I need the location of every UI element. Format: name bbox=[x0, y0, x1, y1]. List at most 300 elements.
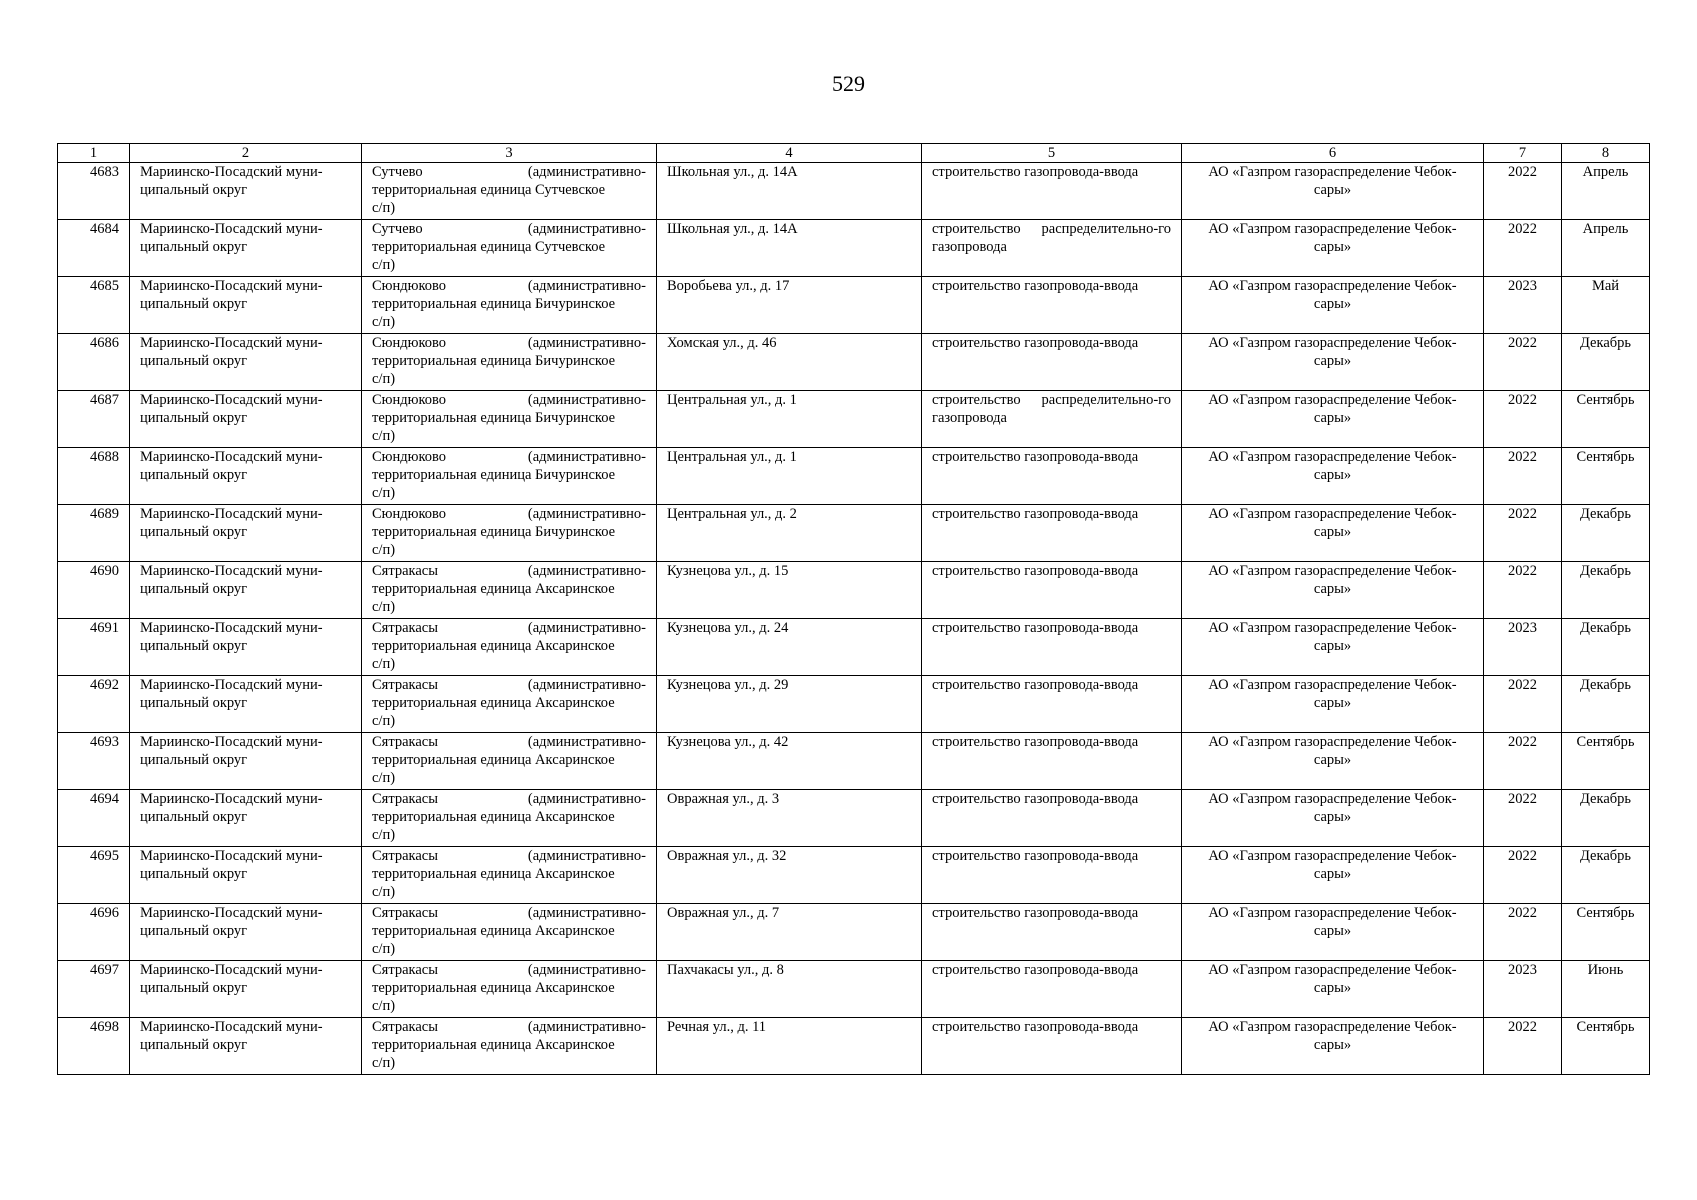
organization-line: АО «Газпром газораспределение Чебок- bbox=[1208, 563, 1457, 579]
year-cell bbox=[1484, 562, 1562, 619]
table-row bbox=[58, 448, 1650, 505]
settlement-line: с/п) bbox=[372, 314, 396, 330]
settlement-line: с/п) bbox=[372, 1055, 396, 1071]
organization-line: сары» bbox=[1313, 581, 1352, 597]
district-line bbox=[140, 619, 351, 637]
month: Декабрь bbox=[1579, 791, 1631, 807]
settlement-name: Сюндюково bbox=[372, 335, 447, 351]
organization-cell bbox=[1182, 847, 1484, 904]
settlement-line bbox=[372, 904, 646, 922]
address-cell bbox=[657, 391, 922, 448]
row-number-cell bbox=[58, 562, 130, 619]
organization-line: сары» bbox=[1313, 1037, 1352, 1053]
organization-cell bbox=[1182, 961, 1484, 1018]
settlement-name: Сятракасы bbox=[372, 563, 438, 579]
district-text: Мариинско-Посадский муни- bbox=[140, 734, 323, 750]
settlement-type: (административно- bbox=[527, 278, 646, 294]
settlement-line bbox=[372, 790, 646, 808]
district-line: ципальный округ bbox=[140, 467, 248, 483]
settlement-line: с/п) bbox=[372, 257, 396, 273]
settlement-line: территориальная единица Аксаринское bbox=[372, 980, 615, 996]
settlement-name: Сятракасы bbox=[372, 962, 438, 978]
address: Центральная ул., д. 1 bbox=[667, 392, 797, 408]
settlement-type: (административно- bbox=[527, 449, 646, 465]
year-cell bbox=[1484, 847, 1562, 904]
organization-line: сары» bbox=[1313, 809, 1352, 825]
address: Центральная ул., д. 2 bbox=[667, 506, 797, 522]
organization-line: сары» bbox=[1313, 467, 1352, 483]
settlement-name: Сюндюково bbox=[372, 449, 447, 465]
settlement-cell bbox=[362, 334, 657, 391]
row-number-cell bbox=[58, 961, 130, 1018]
settlement-line: с/п) bbox=[372, 713, 396, 729]
organization-line: АО «Газпром газораспределение Чебок- bbox=[1208, 506, 1457, 522]
organization-line: АО «Газпром газораспределение Чебок- bbox=[1208, 677, 1457, 693]
year: 2023 bbox=[1508, 278, 1537, 294]
organization-line: сары» bbox=[1313, 353, 1352, 369]
address: Школьная ул., д. 14А bbox=[667, 221, 798, 237]
district-line: ципальный округ bbox=[140, 296, 248, 312]
settlement-cell bbox=[362, 904, 657, 961]
year-cell bbox=[1484, 619, 1562, 676]
settlement-line bbox=[372, 847, 646, 865]
settlement-line: с/п) bbox=[372, 371, 396, 387]
month-cell bbox=[1562, 676, 1650, 733]
address: Хомская ул., д. 46 bbox=[667, 335, 777, 351]
table-row bbox=[58, 562, 1650, 619]
organization-cell bbox=[1182, 220, 1484, 277]
district-cell bbox=[130, 676, 362, 733]
settlement-line bbox=[372, 505, 646, 523]
district-line: ципальный округ bbox=[140, 866, 248, 882]
work-type: строительство газопровода-ввода bbox=[932, 335, 1139, 351]
work-type-cell bbox=[922, 790, 1182, 847]
gas-works-table bbox=[57, 143, 1650, 1075]
work-type: строительство газопровода-ввода bbox=[932, 278, 1139, 294]
settlement-type: (административно- bbox=[527, 221, 646, 237]
settlement-cell bbox=[362, 163, 657, 220]
district-line: ципальный округ bbox=[140, 581, 248, 597]
settlement-line: с/п) bbox=[372, 428, 396, 444]
month-cell bbox=[1562, 904, 1650, 961]
row-number: 4688 bbox=[90, 449, 119, 465]
year-cell bbox=[1484, 391, 1562, 448]
organization-cell bbox=[1182, 1018, 1484, 1075]
work-type-cell bbox=[922, 220, 1182, 277]
organization-line: АО «Газпром газораспределение Чебок- bbox=[1208, 620, 1457, 636]
organization-cell bbox=[1182, 619, 1484, 676]
district-cell bbox=[130, 619, 362, 676]
month-cell bbox=[1562, 220, 1650, 277]
settlement-line: с/п) bbox=[372, 200, 396, 216]
table-row bbox=[58, 391, 1650, 448]
settlement-cell bbox=[362, 391, 657, 448]
month-cell bbox=[1562, 1018, 1650, 1075]
column-header: 3 bbox=[362, 144, 657, 163]
district-text: Мариинско-Посадский муни- bbox=[140, 962, 323, 978]
column-header: 1 bbox=[58, 144, 130, 163]
district-text: Мариинско-Посадский муни- bbox=[140, 335, 323, 351]
page-number: 529 bbox=[832, 71, 865, 96]
year: 2022 bbox=[1508, 449, 1537, 465]
settlement-line bbox=[372, 334, 646, 352]
settlement-line bbox=[372, 448, 646, 466]
settlement-line: территориальная единица Аксаринское bbox=[372, 581, 615, 597]
row-number-cell bbox=[58, 163, 130, 220]
organization-line: сары» bbox=[1313, 866, 1352, 882]
district-line: ципальный округ bbox=[140, 980, 248, 996]
district-text: Мариинско-Посадский муни- bbox=[140, 905, 323, 921]
row-number: 4685 bbox=[90, 278, 119, 294]
district-line: ципальный округ bbox=[140, 923, 248, 939]
address-cell bbox=[657, 562, 922, 619]
organization-line: сары» bbox=[1313, 296, 1352, 312]
month-cell bbox=[1562, 163, 1650, 220]
district-line bbox=[140, 562, 351, 580]
row-number: 4683 bbox=[90, 164, 119, 180]
settlement-line: территориальная единица Сутчевское bbox=[372, 182, 606, 198]
settlement-line: территориальная единица Бичуринское bbox=[372, 524, 616, 540]
district-line bbox=[140, 220, 351, 238]
work-type-cell bbox=[922, 961, 1182, 1018]
work-type: строительство газопровода-ввода bbox=[932, 734, 1139, 750]
settlement-line: с/п) bbox=[372, 884, 396, 900]
year: 2022 bbox=[1508, 506, 1537, 522]
settlement-type: (административно- bbox=[527, 164, 646, 180]
settlement-type: (административно- bbox=[527, 620, 646, 636]
work-type-cell bbox=[922, 733, 1182, 790]
row-number-cell bbox=[58, 733, 130, 790]
district-line: ципальный округ bbox=[140, 809, 248, 825]
column-header: 2 bbox=[130, 144, 362, 163]
district-text: Мариинско-Посадский муни- bbox=[140, 278, 323, 294]
address: Речная ул., д. 11 bbox=[667, 1019, 767, 1035]
row-number-cell bbox=[58, 505, 130, 562]
district-line bbox=[140, 1018, 351, 1036]
organization-cell bbox=[1182, 676, 1484, 733]
address-cell bbox=[657, 1018, 922, 1075]
month: Декабрь bbox=[1579, 335, 1631, 351]
settlement-cell bbox=[362, 790, 657, 847]
month: Май bbox=[1591, 278, 1620, 294]
settlement-cell bbox=[362, 448, 657, 505]
month: Сентябрь bbox=[1576, 1019, 1635, 1035]
work-type-cell bbox=[922, 277, 1182, 334]
column-header: 6 bbox=[1182, 144, 1484, 163]
settlement-name: Сюндюково bbox=[372, 278, 447, 294]
district-cell bbox=[130, 391, 362, 448]
row-number-cell bbox=[58, 619, 130, 676]
row-number: 4694 bbox=[90, 791, 119, 807]
settlement-line bbox=[372, 1018, 646, 1036]
settlement-line bbox=[372, 961, 646, 979]
column-header: 5 bbox=[922, 144, 1182, 163]
table-row bbox=[58, 1018, 1650, 1075]
settlement-type: (административно- bbox=[527, 392, 646, 408]
month-cell bbox=[1562, 847, 1650, 904]
table-row bbox=[58, 733, 1650, 790]
work-type-cell bbox=[922, 847, 1182, 904]
work-type-cell bbox=[922, 505, 1182, 562]
settlement-type: (административно- bbox=[527, 791, 646, 807]
address-cell bbox=[657, 676, 922, 733]
settlement-line: территориальная единица Бичуринское bbox=[372, 296, 616, 312]
month-cell bbox=[1562, 790, 1650, 847]
district-cell bbox=[130, 904, 362, 961]
table-row bbox=[58, 163, 1650, 220]
month-cell bbox=[1562, 277, 1650, 334]
organization-line: сары» bbox=[1313, 524, 1352, 540]
settlement-line: территориальная единица Аксаринское bbox=[372, 638, 615, 654]
year: 2023 bbox=[1508, 962, 1537, 978]
year: 2022 bbox=[1508, 335, 1537, 351]
table-row bbox=[58, 790, 1650, 847]
year: 2022 bbox=[1508, 677, 1537, 693]
row-number: 4695 bbox=[90, 848, 119, 864]
address: Воробьева ул., д. 17 bbox=[667, 278, 790, 294]
district-line bbox=[140, 505, 351, 523]
settlement-line: с/п) bbox=[372, 656, 396, 672]
settlement-name: Сятракасы bbox=[372, 791, 438, 807]
organization-cell bbox=[1182, 334, 1484, 391]
table-row bbox=[58, 847, 1650, 904]
year: 2022 bbox=[1508, 905, 1537, 921]
year-cell bbox=[1484, 334, 1562, 391]
row-number-cell bbox=[58, 790, 130, 847]
district-text: Мариинско-Посадский муни- bbox=[140, 506, 323, 522]
settlement-line bbox=[372, 220, 646, 238]
settlement-name: Сятракасы bbox=[372, 620, 438, 636]
organization-line: сары» bbox=[1313, 638, 1352, 654]
address: Пахчакасы ул., д. 8 bbox=[667, 962, 784, 978]
district-text: Мариинско-Посадский муни- bbox=[140, 563, 323, 579]
settlement-type: (административно- bbox=[527, 506, 646, 522]
settlement-type: (административно- bbox=[527, 905, 646, 921]
settlement-name: Сюндюково bbox=[372, 392, 447, 408]
column-header: 4 bbox=[657, 144, 922, 163]
settlement-name: Сюндюково bbox=[372, 506, 447, 522]
month: Декабрь bbox=[1579, 620, 1631, 636]
settlement-cell bbox=[362, 505, 657, 562]
district-text: Мариинско-Посадский муни- bbox=[140, 164, 323, 180]
settlement-line: с/п) bbox=[372, 827, 396, 843]
organization-line: АО «Газпром газораспределение Чебок- bbox=[1208, 449, 1457, 465]
year: 2022 bbox=[1508, 221, 1537, 237]
district-cell bbox=[130, 505, 362, 562]
work-type: строительство газопровода-ввода bbox=[932, 1019, 1139, 1035]
work-type: строительство газопровода-ввода bbox=[932, 506, 1139, 522]
year-cell bbox=[1484, 505, 1562, 562]
row-number: 4690 bbox=[90, 563, 119, 579]
table-row bbox=[58, 277, 1650, 334]
organization-line: АО «Газпром газораспределение Чебок- bbox=[1208, 734, 1457, 750]
year: 2022 bbox=[1508, 848, 1537, 864]
address-cell bbox=[657, 961, 922, 1018]
row-number: 4697 bbox=[90, 962, 119, 978]
settlement-line: с/п) bbox=[372, 941, 396, 957]
district-line: ципальный округ bbox=[140, 239, 248, 255]
row-number-cell bbox=[58, 904, 130, 961]
district-cell bbox=[130, 847, 362, 904]
organization-line: АО «Газпром газораспределение Чебок- bbox=[1208, 335, 1457, 351]
settlement-line bbox=[372, 619, 646, 637]
row-number-cell bbox=[58, 1018, 130, 1075]
settlement-line: территориальная единица Сутчевское bbox=[372, 239, 606, 255]
month-cell bbox=[1562, 448, 1650, 505]
organization-line: сары» bbox=[1313, 923, 1352, 939]
work-type-cell bbox=[922, 562, 1182, 619]
address: Кузнецова ул., д. 29 bbox=[667, 677, 789, 693]
month: Декабрь bbox=[1579, 677, 1631, 693]
row-number: 4684 bbox=[90, 221, 119, 237]
table-row bbox=[58, 505, 1650, 562]
address-cell bbox=[657, 790, 922, 847]
settlement-cell bbox=[362, 847, 657, 904]
work-type-cell bbox=[922, 904, 1182, 961]
year: 2022 bbox=[1508, 734, 1537, 750]
year: 2022 bbox=[1508, 1019, 1537, 1035]
month: Декабрь bbox=[1579, 506, 1631, 522]
work-type: строительство газопровода-ввода bbox=[932, 962, 1139, 978]
column-header: 7 bbox=[1484, 144, 1562, 163]
settlement-line bbox=[372, 391, 646, 409]
district-line: ципальный округ bbox=[140, 353, 248, 369]
district-cell bbox=[130, 334, 362, 391]
row-number: 4689 bbox=[90, 506, 119, 522]
district-cell bbox=[130, 163, 362, 220]
settlement-name: Сутчево bbox=[372, 164, 423, 180]
address-cell bbox=[657, 733, 922, 790]
organization-line: АО «Газпром газораспределение Чебок- bbox=[1208, 164, 1457, 180]
district-text: Мариинско-Посадский муни- bbox=[140, 221, 323, 237]
work-type-cell bbox=[922, 1018, 1182, 1075]
work-type-cell bbox=[922, 676, 1182, 733]
row-number-cell bbox=[58, 220, 130, 277]
address-cell bbox=[657, 448, 922, 505]
work-type: строительство газопровода-ввода bbox=[932, 677, 1139, 693]
settlement-line: с/п) bbox=[372, 542, 396, 558]
district-line bbox=[140, 676, 351, 694]
district-line: ципальный округ bbox=[140, 638, 248, 654]
settlement-line: территориальная единица Аксаринское bbox=[372, 809, 615, 825]
work-type: строительство газопровода-ввода bbox=[932, 620, 1139, 636]
district-line bbox=[140, 733, 351, 751]
month: Декабрь bbox=[1579, 563, 1631, 579]
month: Апрель bbox=[1582, 164, 1629, 180]
month-cell bbox=[1562, 391, 1650, 448]
settlement-line: территориальная единица Аксаринское bbox=[372, 695, 615, 711]
address-cell bbox=[657, 904, 922, 961]
table-row bbox=[58, 904, 1650, 961]
year: 2023 bbox=[1508, 620, 1537, 636]
district-cell bbox=[130, 790, 362, 847]
column-header: 8 bbox=[1562, 144, 1650, 163]
settlement-line bbox=[372, 733, 646, 751]
row-number: 4698 bbox=[90, 1019, 119, 1035]
district-line: ципальный округ bbox=[140, 182, 248, 198]
settlement-cell bbox=[362, 562, 657, 619]
address-cell bbox=[657, 505, 922, 562]
year-cell bbox=[1484, 277, 1562, 334]
organization-line: АО «Газпром газораспределение Чебок- bbox=[1208, 962, 1457, 978]
district-line: ципальный округ bbox=[140, 524, 248, 540]
settlement-name: Сятракасы bbox=[372, 905, 438, 921]
row-number: 4696 bbox=[90, 905, 119, 921]
settlement-line: территориальная единица Аксаринское bbox=[372, 752, 615, 768]
organization-cell bbox=[1182, 163, 1484, 220]
settlement-line: территориальная единица Аксаринское bbox=[372, 923, 615, 939]
district-line bbox=[140, 277, 351, 295]
settlement-line bbox=[372, 562, 646, 580]
settlement-line: территориальная единица Аксаринское bbox=[372, 866, 615, 882]
row-number-cell bbox=[58, 847, 130, 904]
address: Кузнецова ул., д. 42 bbox=[667, 734, 789, 750]
work-type: строительство распределительно-го газопровода bbox=[932, 392, 1171, 426]
work-type: строительство газопровода-ввода bbox=[932, 791, 1139, 807]
month-cell bbox=[1562, 334, 1650, 391]
address: Кузнецова ул., д. 15 bbox=[667, 563, 789, 579]
district-cell bbox=[130, 1018, 362, 1075]
year-cell bbox=[1484, 904, 1562, 961]
organization-line: АО «Газпром газораспределение Чебок- bbox=[1208, 221, 1457, 237]
organization-line: АО «Газпром газораспределение Чебок- bbox=[1208, 278, 1457, 294]
year: 2022 bbox=[1508, 392, 1537, 408]
row-number: 4693 bbox=[90, 734, 119, 750]
district-cell bbox=[130, 277, 362, 334]
row-number-cell bbox=[58, 277, 130, 334]
year-cell bbox=[1484, 1018, 1562, 1075]
organization-cell bbox=[1182, 505, 1484, 562]
row-number-cell bbox=[58, 391, 130, 448]
month: Сентябрь bbox=[1576, 905, 1635, 921]
settlement-cell bbox=[362, 220, 657, 277]
month-cell bbox=[1562, 505, 1650, 562]
district-line: ципальный округ bbox=[140, 410, 248, 426]
work-type: строительство газопровода-ввода bbox=[932, 164, 1139, 180]
address-cell bbox=[657, 847, 922, 904]
organization-cell bbox=[1182, 562, 1484, 619]
settlement-cell bbox=[362, 676, 657, 733]
organization-line: АО «Газпром газораспределение Чебок- bbox=[1208, 791, 1457, 807]
table-row bbox=[58, 220, 1650, 277]
organization-line: сары» bbox=[1313, 182, 1352, 198]
year-cell bbox=[1484, 163, 1562, 220]
month: Сентябрь bbox=[1576, 449, 1635, 465]
organization-cell bbox=[1182, 904, 1484, 961]
address-cell bbox=[657, 334, 922, 391]
organization-cell bbox=[1182, 733, 1484, 790]
organization-line: сары» bbox=[1313, 695, 1352, 711]
settlement-type: (административно- bbox=[527, 734, 646, 750]
organization-cell bbox=[1182, 448, 1484, 505]
address: Школьная ул., д. 14А bbox=[667, 164, 798, 180]
settlement-line bbox=[372, 676, 646, 694]
settlement-cell bbox=[362, 733, 657, 790]
settlement-line: территориальная единица Бичуринское bbox=[372, 353, 616, 369]
organization-cell bbox=[1182, 391, 1484, 448]
address-cell bbox=[657, 277, 922, 334]
settlement-line: с/п) bbox=[372, 998, 396, 1014]
settlement-cell bbox=[362, 961, 657, 1018]
row-number-cell bbox=[58, 676, 130, 733]
row-number: 4687 bbox=[90, 392, 119, 408]
table-body bbox=[58, 163, 1650, 1075]
row-number-cell bbox=[58, 448, 130, 505]
settlement-type: (административно- bbox=[527, 563, 646, 579]
year-cell bbox=[1484, 961, 1562, 1018]
work-type: строительство газопровода-ввода bbox=[932, 563, 1139, 579]
year: 2022 bbox=[1508, 164, 1537, 180]
